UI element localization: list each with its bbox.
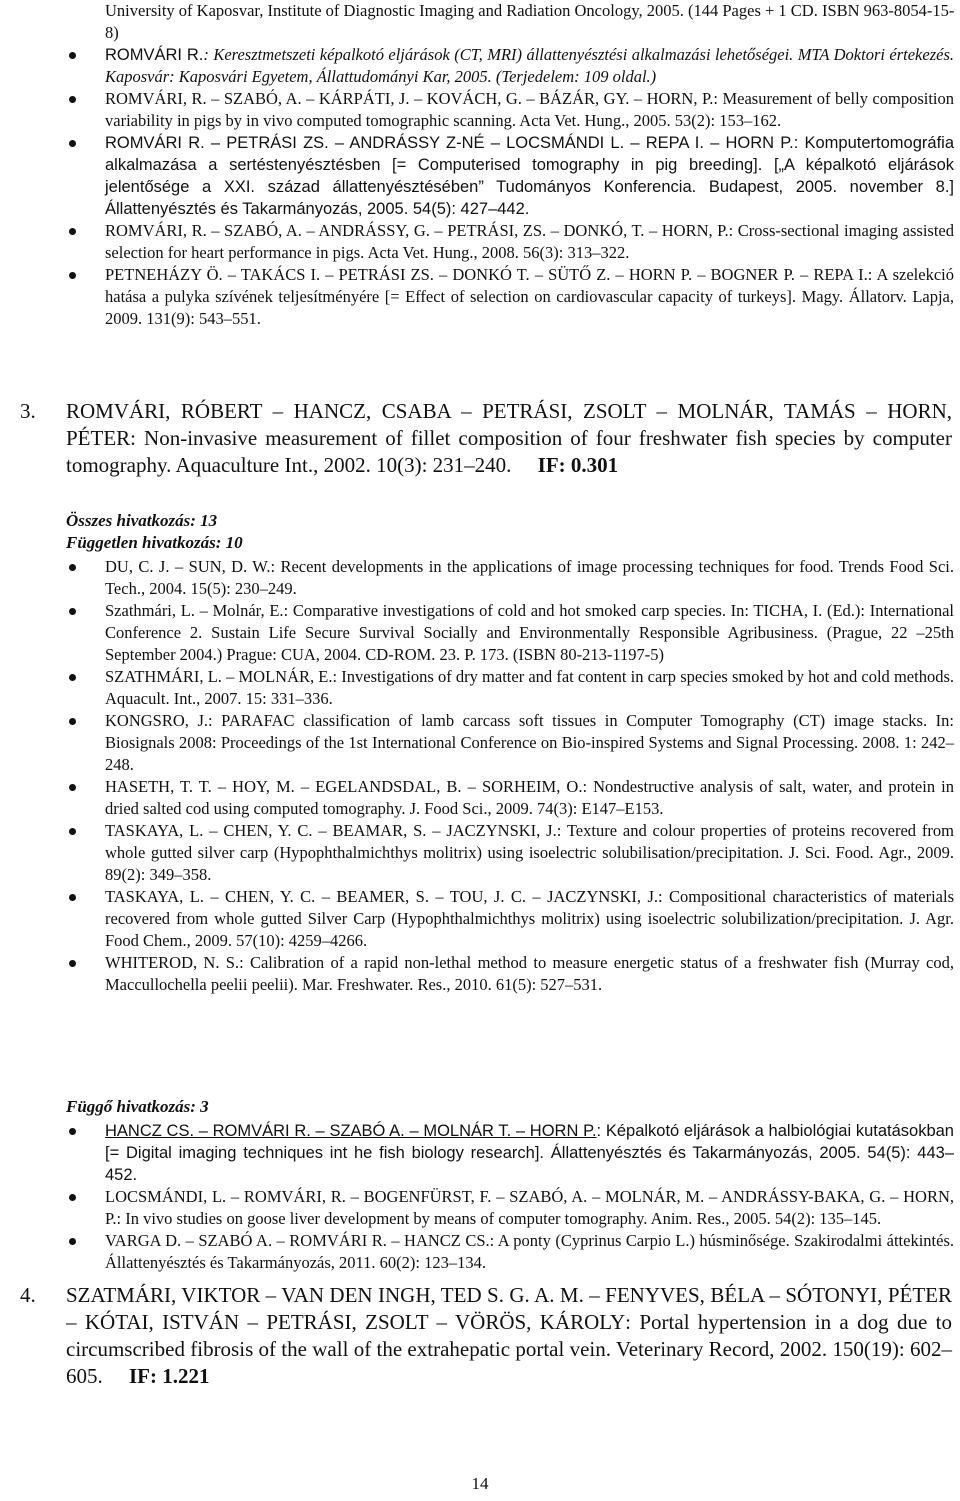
reference-text: : Komputertomográfia alkalmazása a sertéstenyésztésben [= Computerised tomography in pig breeding]. [„A képalkotó eljárások jelentősége a XXI. század állattenyésztésében” Tudományos Konferencia. Budapest, 2005. november 8.] Állattenyésztés és Takarmányozás, 2005. 54(5): 427–442. bbox=[105, 134, 954, 218]
citation-authors: HASETH, T. T. – HOY, M. – EGELANDSDAL, B. – SORHEIM, O. bbox=[105, 777, 583, 796]
reference-item bbox=[0, 264, 960, 330]
citation-item bbox=[0, 1120, 960, 1186]
entry-title: : Non-invasive measurement of fillet composition of four freshwater fish species by computer tomography. Aquaculture Int., 2002. 10(3): 231–240. bbox=[66, 426, 952, 477]
bullet-icon bbox=[69, 960, 76, 967]
bullet-icon bbox=[69, 1128, 76, 1135]
reference-authors: ROMVÁRI, R. – SZABÓ, A. – KÁRPÁTI, J. – KOVÁCH, G. – BÁZÁR, GY. – HORN, P. bbox=[105, 89, 714, 108]
reference-text: : Keresztmetszeti képalkotó eljárások (CT, MRI) állattenyésztési alkalmazási lehetőségei. MTA Doktori értekezés. Kaposvár: Kaposvári Egyetem, Állattudományi Kar, 2005. (Terjedelem: 109 oldal.) bbox=[105, 45, 954, 86]
independent-citations-heading: Független hivatkozás: 10 bbox=[66, 533, 243, 552]
bullet-icon bbox=[69, 784, 76, 791]
citation-text: : A ponty (Cyprinus Carpio L.) húsminősége. Szakirodalmi áttekintés. Állattenyésztés és Takarmányozás, 2011. 60(2): 123–134. bbox=[105, 1231, 954, 1272]
bullet-icon bbox=[69, 828, 76, 835]
citation-item bbox=[0, 556, 960, 600]
publication-entry-4 bbox=[0, 1282, 960, 1390]
reference-authors: ROMVÁRI, R. – SZABÓ, A. – ANDRÁSSY, G. – PETRÁSI, ZS. – DONKÓ, T. – HORN, P. bbox=[105, 221, 729, 240]
citation-authors: HANCZ CS. – ROMVÁRI R. – SZABÓ A. – MOLNÁR T. – HORN P. bbox=[105, 1122, 597, 1140]
entry-number: 4. bbox=[20, 1283, 36, 1307]
impact-factor: IF: 1.221 bbox=[129, 1364, 210, 1388]
citation-item bbox=[0, 886, 960, 952]
citation-text: : Nondestructive analysis of salt, water, and protein in dried salted cod using computed tomography. J. Food Sci., 2009. 74(3): E147–E153. bbox=[105, 777, 954, 818]
entry-citation bbox=[66, 398, 952, 479]
reference-authors: ROMVÁRI R. – PETRÁSI ZS. – ANDRÁSSY Z-NÉ – LOCSMÁNDI L. – REPA I. – HORN P. bbox=[105, 134, 794, 152]
citation-authors: TASKAYA, L. – CHEN, Y. C. – BEAMER, S. – TOU, J. C. – JACZYNSKI, J. bbox=[105, 887, 658, 906]
citation-item bbox=[0, 710, 960, 776]
total-citations-heading: Összes hivatkozás: 13 bbox=[66, 511, 218, 530]
previous-entry-references bbox=[0, 0, 960, 330]
dependent-citations-heading: Függő hivatkozás: 3 bbox=[66, 1097, 209, 1116]
reference-continuation: University of Kaposvar, Institute of Diagnostic Imaging and Radiation Oncology, 2005. (144 Pages + 1 CD. ISBN 963-8054-15-8) bbox=[105, 1, 955, 42]
citation-item bbox=[0, 776, 960, 820]
reference-authors: PETNEHÁZY Ö. – TAKÁCS I. – PETRÁSI ZS. – DONKÓ T. – SÜTŐ Z. – HORN P. – BOGNER P. – REPA I. bbox=[105, 265, 868, 284]
bullet-icon bbox=[69, 52, 76, 59]
bullet-icon bbox=[69, 674, 76, 681]
citation-item bbox=[0, 952, 960, 996]
bullet-icon bbox=[69, 564, 76, 571]
citation-item bbox=[0, 1230, 960, 1274]
reference-authors: ROMVÁRI R. bbox=[105, 46, 204, 64]
citation-item bbox=[0, 600, 960, 666]
bullet-icon bbox=[69, 1194, 76, 1201]
citation-authors: VARGA D. – SZABÓ A. – ROMVÁRI R. – HANCZ CS. bbox=[105, 1231, 490, 1250]
bullet-icon bbox=[69, 228, 76, 235]
bullet-icon bbox=[69, 96, 76, 103]
citation-authors: WHITEROD, N. S. bbox=[105, 953, 240, 972]
reference-text: : A szelekció hatása a pulyka szívének teljesítményére [= Effect of selection on cardiovascular capacity of turkeys]. Magy. Állatorv. Lapja, 2009. 131(9): 543–551. bbox=[105, 265, 954, 328]
citation-text: : Calibration of a rapid non-lethal method to measure energetic status of a freshwater fish (Murray cod, Maccullochella peelii peelii). Mar. Freshwater. Res., 2010. 61(5): 527–531. bbox=[105, 953, 955, 994]
reference-item bbox=[0, 88, 960, 132]
dependent-citation-list bbox=[0, 1120, 960, 1274]
entry-citation bbox=[66, 1282, 952, 1390]
reference-item bbox=[0, 44, 960, 88]
entry-title: : Portal hypertension in a dog due to circumscribed fibrosis of the wall of the extrahepatic portal vein. Veterinary Record, 2002. 150(19): 602–605. bbox=[66, 1310, 952, 1388]
citation-authors: KONGSRO, J. bbox=[105, 711, 209, 730]
reference-item bbox=[0, 132, 960, 220]
entry-authors: SZATMÁRI, VIKTOR – VAN DEN INGH, TED S. G. A. M. – FENYVES, BÉLA – SÓTONYI, PÉTER – KÓTAI, ISTVÁN – PETRÁSI, ZSOLT – VÖRÖS, KÁROLY bbox=[66, 1283, 952, 1334]
reference-list bbox=[0, 44, 960, 330]
citation-item bbox=[0, 820, 960, 886]
citation-authors: Szathmári, L. – Molnár, E. bbox=[105, 601, 284, 620]
citation-authors: LOCSMÁNDI, L. – ROMVÁRI, R. – BOGENFÜRST, F. – SZABÓ, A. – MOLNÁR, M. – ANDRÁSSY-BAKA, G. – HORN, P. bbox=[105, 1187, 954, 1228]
page-number: 14 bbox=[471, 1474, 489, 1493]
independent-citation-list bbox=[0, 556, 960, 996]
citation-text: : Investigations of dry matter and fat content in carp species smoked by hot and cold methods. Aquacult. Int., 2007. 15: 331–336. bbox=[105, 667, 954, 708]
citation-text: : Texture and colour properties of proteins recovered from whole gutted silver carp (Hypophthalmichthys molitrix) using isoelectric solubilisation/precipitation. J. Sci. Food. Agr., 2009. 89(2): 349–358. bbox=[105, 821, 954, 884]
citation-text: : Képalkotó eljárások a halbiológiai kutatásokban [= Digital imaging techniques int he fish biology research]. Állattenyésztés és Takarmányozás, 2005. 54(5): 443–452. bbox=[105, 1122, 954, 1184]
entry-authors: ROMVÁRI, RÓBERT – HANCZ, CSABA – PETRÁSI, ZSOLT – MOLNÁR, TAMÁS – HORN, PÉTER bbox=[66, 399, 952, 450]
citation-text: : Compositional characteristics of materials recovered from whole gutted Silver Carp (Hypophthalmichthys molitrix) using isoelectric solubilization/precipitation. J. Agr. Food Chem., 2009. 57(10): 4259–4266. bbox=[105, 887, 954, 950]
bullet-icon bbox=[69, 272, 76, 279]
bullet-icon bbox=[69, 608, 76, 615]
reference-text: : Measurement of belly composition variability in pigs by in vivo computed tomographic scanning. Acta Vet. Hung., 2005. 53(2): 153–162. bbox=[105, 89, 954, 130]
citation-text: : Comparative investigations of cold and hot smoked carp species. In: TICHA, I. (Ed.): International Conference 2. Sustain Life Secure Survival Socially and Environmentally Responsible Agribusiness. (Prague, 22 –25th September 2004.) Prague: CUA, 2004. CD-ROM. 23. P. 173. (ISBN 80-213-1197-5) bbox=[105, 601, 955, 664]
citation-authors: TASKAYA, L. – CHEN, Y. C. – BEAMAR, S. – JACZYNSKI, J. bbox=[105, 821, 557, 840]
impact-factor: IF: 0.301 bbox=[537, 453, 619, 477]
bullet-icon bbox=[69, 140, 76, 147]
bullet-icon bbox=[69, 1238, 76, 1245]
reference-item bbox=[0, 220, 960, 264]
bullet-icon bbox=[69, 894, 76, 901]
entry-number: 3. bbox=[20, 399, 36, 423]
bullet-icon bbox=[69, 718, 76, 725]
citation-text: : Recent developments in the applications of image processing techniques for food. Trends Food Sci. Tech., 2004. 15(5): 230–249. bbox=[105, 557, 954, 598]
publication-entry-3 bbox=[0, 398, 960, 479]
citation-text: : In vivo studies on goose liver development by means of computer tomography. Anim. Res., 2005. 54(2): 135–145. bbox=[116, 1209, 882, 1228]
citation-text: : PARAFAC classification of lamb carcass soft tissues in Computer Tomography (CT) image stacks. In: Biosignals 2008: Proceedings of the 1st International Conference on Bio-inspired Systems and Signal Processing. 2008. 1: 242–248. bbox=[105, 711, 954, 774]
citation-item bbox=[0, 1186, 960, 1230]
citation-authors: DU, C. J. – SUN, D. W. bbox=[105, 557, 271, 576]
citation-item bbox=[0, 666, 960, 710]
reference-text: : Cross-sectional imaging assisted selection for heart performance in pigs. Acta Vet. Hung., 2008. 56(3): 313–322. bbox=[105, 221, 954, 262]
citation-authors: SZATHMÁRI, L. – MOLNÁR, E. bbox=[105, 667, 333, 686]
